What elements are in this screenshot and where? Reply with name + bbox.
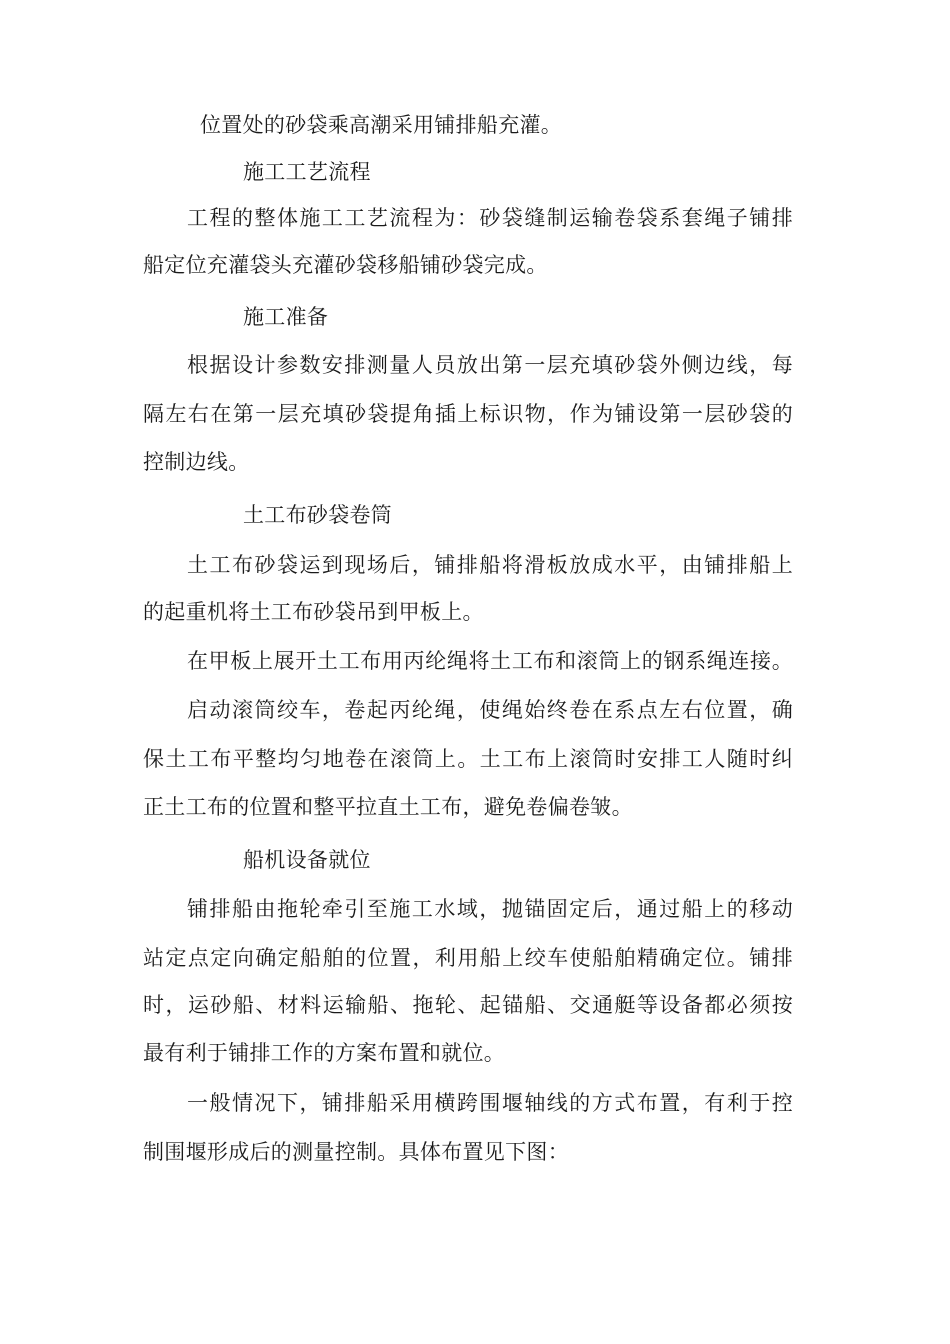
paragraph-line: 启动滚筒绞车，卷起丙纶绳，使绳始终卷在系点左右位置，确 xyxy=(187,698,793,722)
paragraph-line: 船定位充灌袋头充灌砂袋移船铺砂袋完成。 xyxy=(143,253,548,277)
paragraph-line: 保土工布平整均匀地卷在滚筒上。土工布上滚筒时安排工人随时纠 xyxy=(143,747,793,771)
paragraph-line: 正土工布的位置和整平拉直土工布，避免卷偏卷皱。 xyxy=(143,795,633,819)
paragraph-line: 控制边线。 xyxy=(143,450,250,474)
paragraph-line: 根据设计参数安排测量人员放出第一层充填砂袋外侧边线，每 xyxy=(187,353,793,377)
paragraph-line: 时，运砂船、材料运输船、拖轮、起锚船、交通艇等设备都必须按 xyxy=(143,993,793,1017)
paragraph-line: 最有利于铺排工作的方案布置和就位。 xyxy=(143,1041,506,1065)
paragraph-line: 在甲板上展开土工布用丙纶绳将土工布和滚筒上的钢系绳连接。 xyxy=(187,649,793,673)
paragraph-line: 站定点定向确定船舶的位置，利用船上绞车使船舶精确定位。铺排 xyxy=(143,946,793,970)
paragraph-line: 土工布砂袋运到现场后，铺排船将滑板放成水平，由铺排船上 xyxy=(187,553,793,577)
section-heading-vessel-positioning: 船机设备就位 xyxy=(243,848,371,872)
paragraph-line: 工程的整体施工工艺流程为：砂袋缝制运输卷袋系套绳子铺排 xyxy=(187,206,793,230)
section-heading-preparation: 施工准备 xyxy=(243,305,329,329)
paragraph-line: 隔左右在第一层充填砂袋提角插上标识物，作为铺设第一层砂袋的 xyxy=(143,402,793,426)
paragraph-line: 的起重机将土工布砂袋吊到甲板上。 xyxy=(143,600,484,624)
paragraph-line: 制围堰形成后的测量控制。具体布置见下图： xyxy=(143,1140,569,1164)
paragraph-line: 铺排船由拖轮牵引至施工水域，抛锚固定后，通过船上的移动 xyxy=(187,897,793,921)
section-heading-geotextile-roll: 土工布砂袋卷筒 xyxy=(243,503,393,527)
intro-line: 位置处的砂袋乘高潮采用铺排船充灌。 xyxy=(200,113,563,137)
paragraph-line: 一般情况下，铺排船采用横跨围堰轴线的方式布置，有利于控 xyxy=(187,1091,793,1115)
section-heading-process: 施工工艺流程 xyxy=(243,160,371,184)
